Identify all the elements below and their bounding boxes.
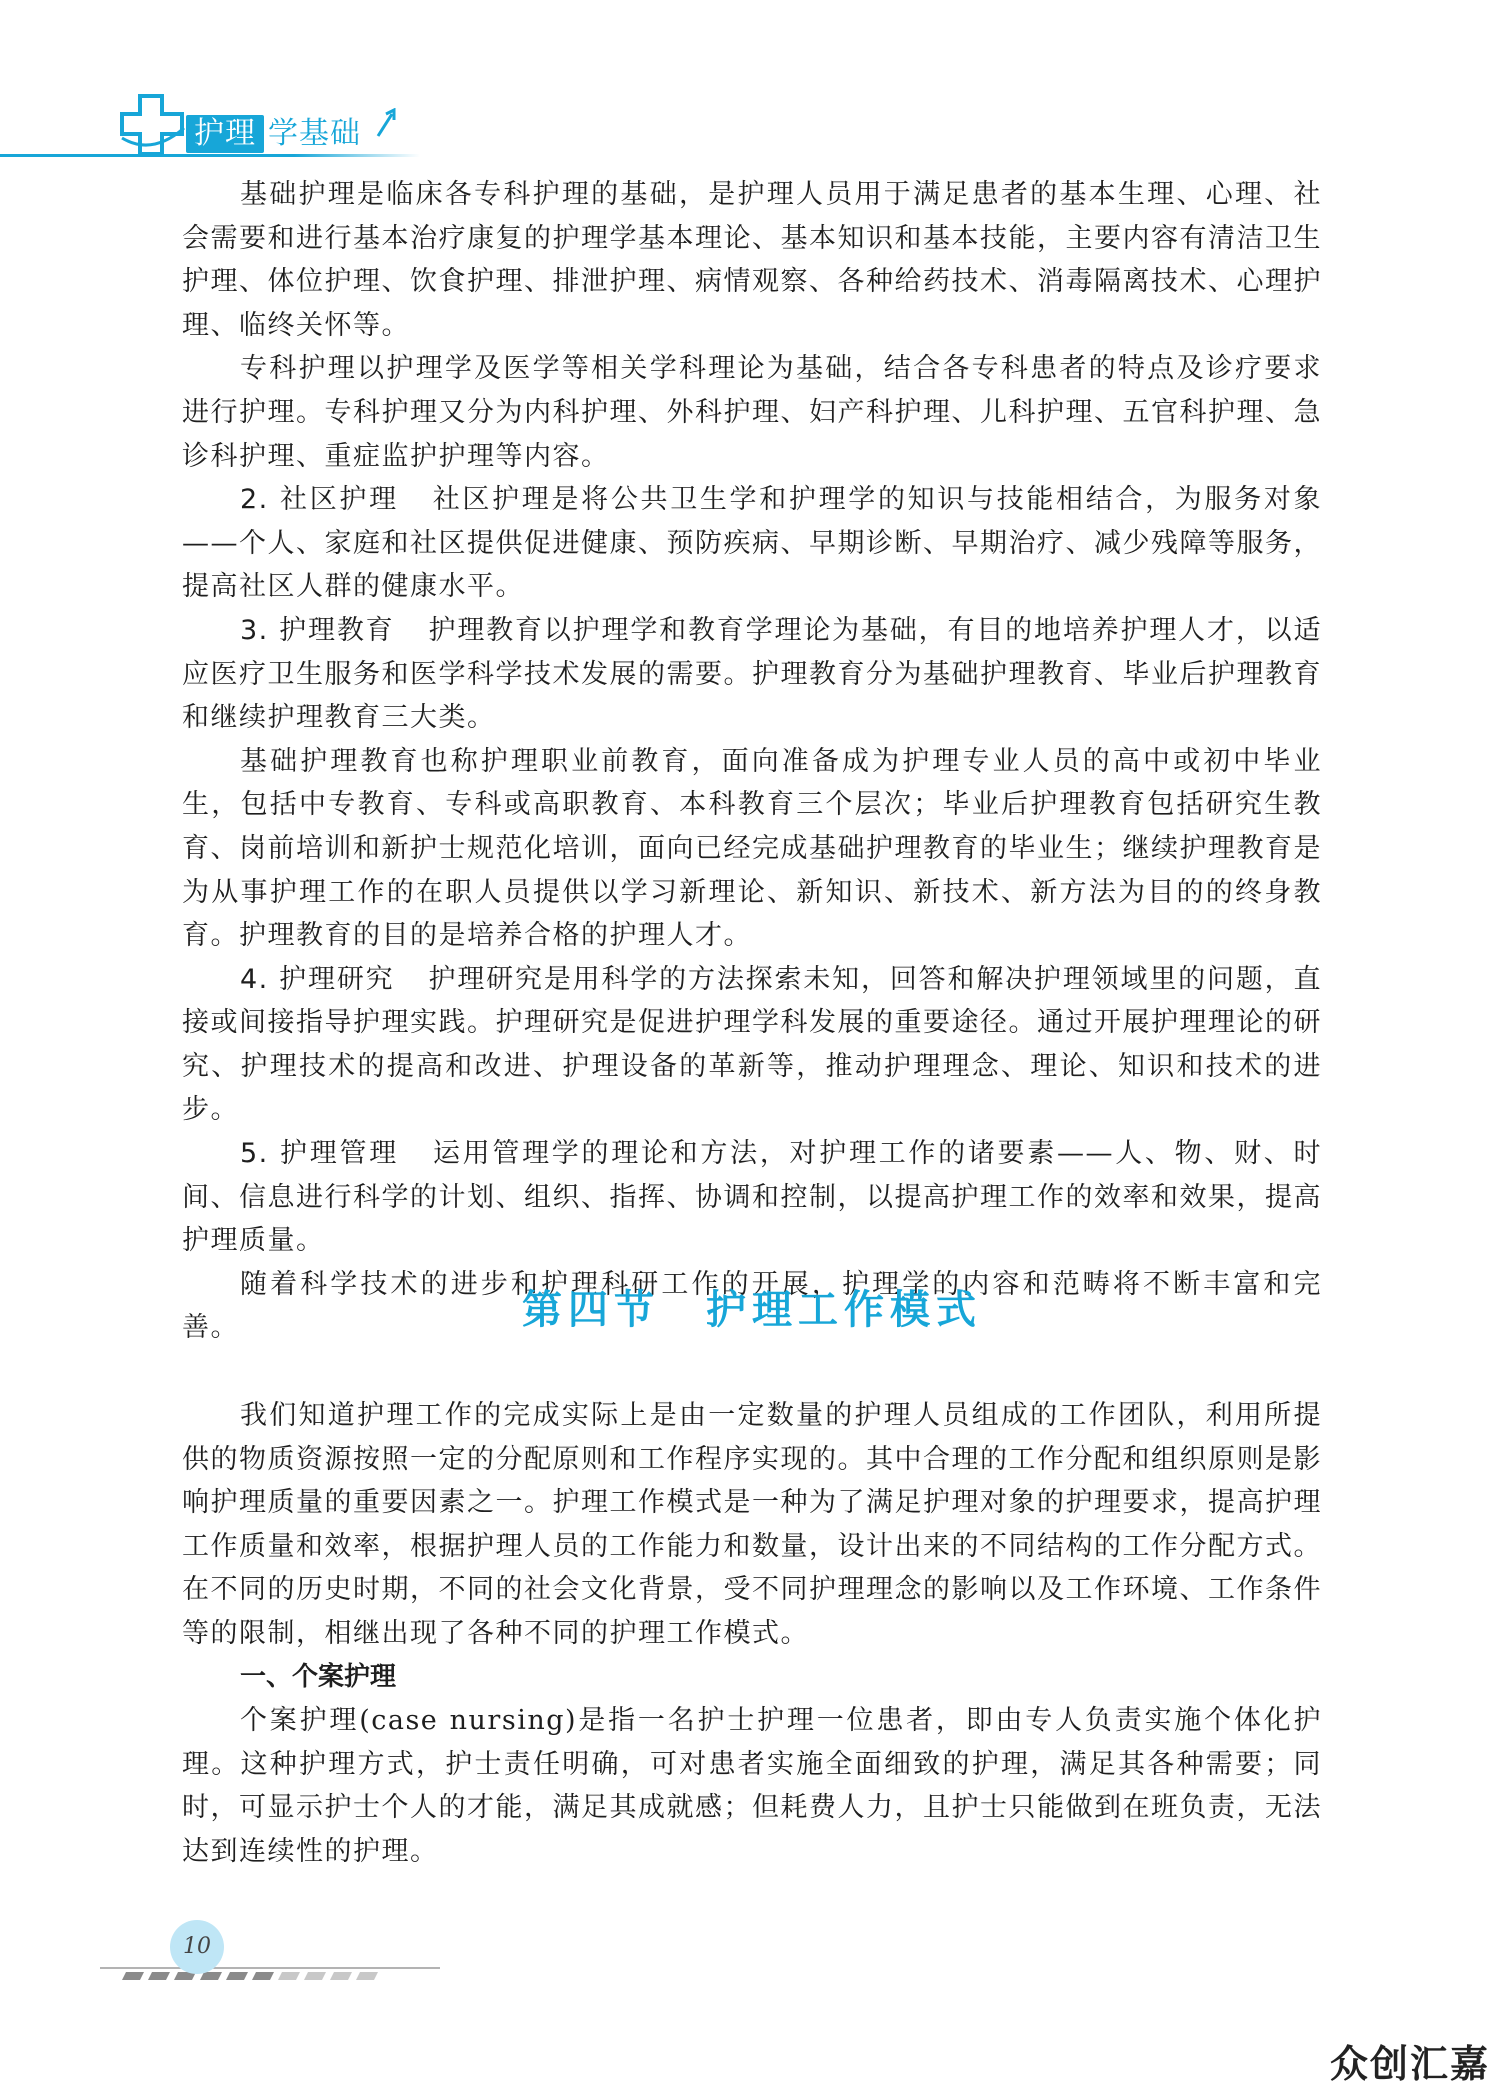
section-number: 第四节	[522, 1287, 660, 1333]
item-lead: 3. 护理教育	[240, 614, 395, 646]
arrow-icon	[374, 108, 398, 138]
paragraph: 专科护理以护理学及医学等相关学科理论为基础，结合各专科患者的特点及诊疗要求进行护理。专科护理又分为内科护理、外科护理、妇产科护理、儿科护理、五官科护理、急诊科护理、重症监护护理等内容。	[182, 353, 1322, 472]
running-header	[0, 92, 1504, 162]
item-lead: 4. 护理研究	[240, 963, 395, 995]
item-lead: 5. 护理管理	[240, 1138, 399, 1170]
list-item-community-nursing	[182, 478, 1322, 609]
item-text: 社区护理是将公共卫生学和护理学的知识与技能相结合，为服务对象——个人、家庭和社区提供促进健康、预防疾病、早期诊断、早期治疗、减少残障等服务，提高社区人群的健康水平。	[182, 484, 1322, 603]
book-title	[186, 114, 361, 154]
body-text-upper	[182, 173, 1322, 1350]
list-item-nursing-education	[182, 609, 1322, 740]
item-text: 护理教育以护理学和教育学理论为基础，有目的地培养护理人才，以适应医疗卫生服务和医学科学技术发展的需要。护理教育分为基础护理教育、毕业后护理教育和继续护理教育三大类。	[182, 614, 1323, 734]
book-title-rest: 学基础	[268, 116, 361, 151]
medical-cross-icon	[118, 92, 188, 158]
paragraph: 个案护理(case nursing)是指一名护士护理一位患者，即由专人负责实施个体化护理。这种护理方式，护士责任明确，可对患者实施全面细致的护理，满足其各种需要；同时，可显示护士个人的才能，满足其成就感；但耗费人力，且护士只能做到在班负责，无法达到连续性的护理。	[182, 1705, 1322, 1867]
page-number: 10	[170, 1920, 224, 1974]
list-item-nursing-management	[182, 1132, 1322, 1263]
watermark: 众创汇嘉	[1329, 2042, 1490, 2086]
paragraph: 随着科学技术的进步和护理科研工作的开展，护理学的内容和范畴将不断丰富和完善。	[182, 1268, 1322, 1344]
footer-decoration	[100, 1958, 440, 1984]
page-footer	[100, 1920, 440, 2000]
paragraph: 我们知道护理工作的完成实际上是由一定数量的护理人员组成的工作团队，利用所提供的物质资源按照一定的分配原则和工作程序实现的。其中合理的工作分配和组织原则是影响护理质量的重要因素之一。护理工作模式是一种为了满足护理对象的护理要求，提高护理工作质量和效率，根据护理人员的工作能力和数量，设计出来的不同结构的工作分配方式。在不同的历史时期，不同的社会文化背景，受不同护理理念的影响以及工作环境、工作条件等的限制，相继出现了各种不同的护理工作模式。	[182, 1400, 1322, 1649]
item-text: 护理研究是用科学的方法探索未知，回答和解决护理领域里的问题，直接或间接指导护理实践。护理研究是促进护理学科发展的重要途径。通过开展护理理论的研究、护理技术的提高和改进、护理设备的革新等，推动护理理念、理论、知识和技术的进步。	[182, 963, 1323, 1126]
body-text-lower	[182, 1394, 1322, 1874]
subheading: 一、个案护理	[240, 1661, 397, 1692]
list-item-nursing-research	[182, 958, 1322, 1132]
item-lead: 2. 社区护理	[240, 484, 399, 516]
book-title-highlight: 护理	[186, 115, 264, 153]
paragraph: 基础护理教育也称护理职业前教育，面向准备成为护理专业人员的高中或初中毕业生，包括中专教育、专科或高职教育、本科教育三个层次；毕业后护理教育包括研究生教育、岗前培训和新护士规范化培训，面向已经完成基础护理教育的毕业生；继续护理教育是为从事护理工作的在职人员提供以学习新理论、新知识、新技术、新方法为目的的终身教育。护理教育的目的是培养合格的护理人才。	[182, 745, 1322, 952]
section-title	[0, 1278, 1504, 1335]
item-text: 运用管理学的理论和方法，对护理工作的诸要素——人、物、财、时间、信息进行科学的计划、组织、指挥、协调和控制，以提高护理工作的效率和效果，提高护理质量。	[182, 1138, 1323, 1257]
header-rule	[0, 154, 420, 157]
paragraph: 基础护理是临床各专科护理的基础，是护理人员用于满足患者的基本生理、心理、社会需要和进行基本治疗康复的护理学基本理论、基本知识和基本技能，主要内容有清洁卫生护理、体位护理、饮食护理、排泄护理、病情观察、各种给药技术、消毒隔离技术、心理护理、临终关怀等。	[182, 179, 1322, 341]
section-heading: 护理工作模式	[706, 1287, 982, 1333]
